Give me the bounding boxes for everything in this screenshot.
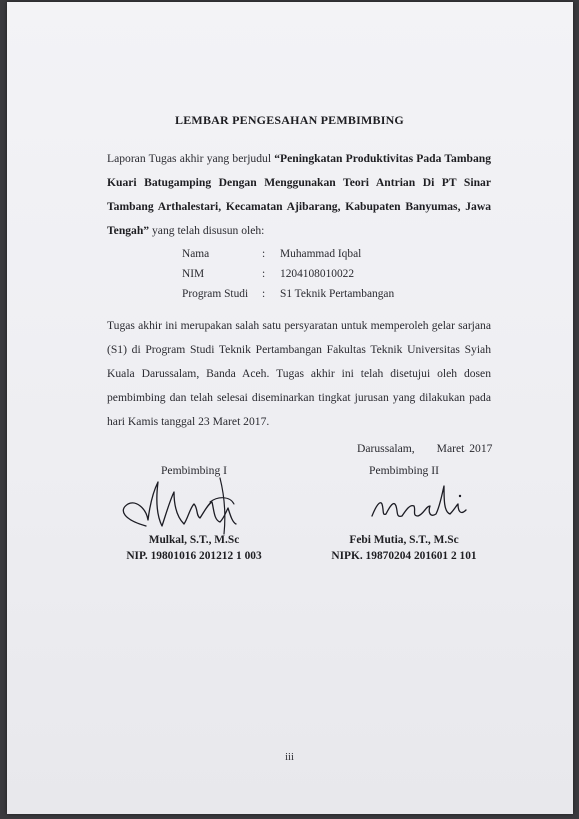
student-nim-row — [182, 264, 394, 284]
supervisor-2-role: Pembimbing II — [369, 464, 439, 477]
student-name-row — [182, 244, 394, 264]
colon-separator: : — [262, 248, 266, 260]
supervisor-2-nip: NIPK. 19870204 201601 2 101 — [331, 550, 477, 562]
colon-separator: : — [262, 268, 266, 280]
approval-paragraph: Tugas akhir ini merupakan salah satu persyaratan untuk memperoleh gelar sarjana (S1) di Program Studi Teknik Pertambangan Fakultas Teknik Universitas Syiah Kuala Darussalam, Banda Aceh. Tugas akhir ini telah disetujui oleh dosen pembimbing dan telah selesai diseminarkan tingkat jurusan yang dilakukan pada hari Kamis tanggal 23 Maret 2017. — [107, 319, 491, 428]
student-identity-table — [182, 244, 394, 304]
student-name-label: Nama — [182, 248, 210, 260]
supervisor-1-signature — [84, 480, 304, 532]
supervisor-1-name: Mulkal, S.T., M.Sc — [148, 534, 240, 546]
supervisor-1-block — [84, 462, 304, 564]
place-date — [357, 442, 492, 455]
intro-prefix: Laporan Tugas akhir yang berjudul — [107, 152, 275, 165]
supervisor-2-block — [294, 462, 514, 564]
student-program-row — [182, 284, 394, 304]
student-name-value: Muhammad Iqbal — [280, 248, 362, 260]
colon-separator: : — [262, 288, 266, 300]
intro-suffix: yang telah disusun oleh: — [149, 224, 265, 237]
thesis-title: “Peningkatan Produktivitas Pada Tambang Kuari Batugamping Dengan Menggunakan Teori Antrian Di PT Sinar Tambang Arthalestari, Kecamatan Ajibarang, Kabupaten Banyumas, Jawa Tengah” — [107, 152, 491, 237]
page-number: iii — [285, 752, 294, 763]
supervisor-1-role: Pembimbing I — [160, 464, 228, 477]
page-title: LEMBAR PENGESAHAN PEMBIMBING — [175, 113, 404, 127]
month-year: Maret 2017 — [436, 442, 493, 455]
student-program-label: Program Studi — [182, 288, 249, 300]
student-nim-label: NIM — [182, 268, 205, 280]
place: Darussalam, — [357, 442, 415, 455]
supervisor-1-nip: NIP. 19801016 201212 1 003 — [126, 550, 262, 562]
supervisor-2-signature — [294, 480, 514, 532]
intro-paragraph — [107, 147, 491, 243]
signature-1-icon — [84, 474, 304, 534]
student-nim-value: 1204108010022 — [280, 268, 355, 280]
signature-2-icon — [294, 476, 514, 536]
student-program-value: S1 Teknik Pertambangan — [280, 288, 395, 300]
supervisor-2-name: Febi Mutia, S.T., M.Sc — [349, 534, 459, 546]
